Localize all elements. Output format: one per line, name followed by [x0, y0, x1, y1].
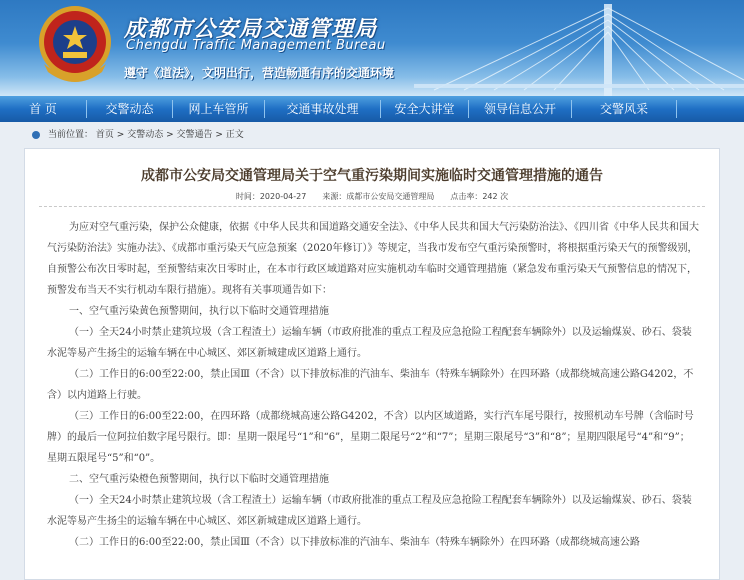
location-icon — [32, 131, 40, 139]
breadcrumb-current: 正文 — [225, 130, 244, 140]
bridge-illustration — [414, 0, 744, 96]
site-header — [0, 0, 744, 96]
breadcrumb-traffic-news[interactable]: 交警动态 — [127, 130, 164, 140]
article-paragraph: （二）工作日的6:00至22:00，禁止国Ⅲ（不含）以下排放标准的汽油车、柴油车（特殊车辆除外）在四环路（成都绕城高速公路G4202，不含）以内道路上行驶。 — [47, 369, 694, 401]
nav-accident-handling[interactable]: 交通事故处理 — [286, 102, 359, 116]
article-paragraph: （一）全天24小时禁止建筑垃圾（含工程渣土）运输车辆（市政府批准的重点工程及应急抢险工程配套车辆除外）以及运输煤炭、砂石、袋装水泥等易产生扬尘的运输车辆在中心城区、郊区新城建成区道路上通行。 — [47, 495, 692, 527]
breadcrumb-home[interactable]: 首页 — [95, 130, 114, 140]
nav-home[interactable]: 首 页 — [29, 102, 57, 116]
site-title-en: Chengdu Traffic Management Bureau — [126, 38, 386, 53]
article-panel — [24, 148, 720, 580]
breadcrumb-sep: > — [166, 130, 177, 140]
site-title: 成都市公安局交通管理局 — [124, 17, 378, 42]
nav-traffic-news[interactable]: 交警动态 — [105, 102, 154, 116]
article-paragraph: （二）工作日的6:00至22:00，禁止国Ⅲ（不含）以下排放标准的汽油车、柴油车（特殊车辆除外）在四环路（成都绕城高速公路 — [69, 537, 640, 548]
breadcrumb-sep: > — [116, 130, 128, 140]
nav-online-vehicle-office[interactable]: 网上车管所 — [188, 102, 249, 116]
article-section-heading: 一、空气重污染黄色预警期间，执行以下临时交通管理措施 — [69, 306, 329, 317]
article-title: 成都市公安局交通管理局关于空气重污染期间实施临时交通管理措施的通告 — [141, 168, 603, 184]
breadcrumb — [26, 126, 718, 144]
article-section-heading: 二、空气重污染橙色预警期间，执行以下临时交通管理措施 — [69, 474, 329, 485]
article-paragraph: （三）工作日的6:00至22:00，在四环路（成都绕城高速公路G4202，不含）以内区域道路，实行汽车尾号限行，按照机动车号牌（含临时号牌）的最后一位阿拉伯数字尾号限行。即：星期一限尾号“1”和“6”，星期二限尾号“2”和“7”；星期三限尾号“3”和“8”；星期四限尾号“4”和“9”；星期五限尾号“5”和“0”。 — [47, 411, 694, 464]
nav-divider — [676, 100, 677, 118]
breadcrumb-sep: > — [215, 130, 226, 140]
article-meta: 时间：2020-04-27 来源：成都市公安局交通管理局 点击率：242 次 — [235, 192, 509, 201]
main-nav — [0, 96, 744, 122]
article-paragraph: （一）全天24小时禁止建筑垃圾（含工程渣土）运输车辆（市政府批准的重点工程及应急抢险工程配套车辆除外）以及运输煤炭、砂石、袋装水泥等易产生扬尘的运输车辆在中心城区、郊区新城建成区道路上通行。 — [47, 327, 692, 359]
nav-leadership-info[interactable]: 领导信息公开 — [483, 102, 556, 116]
breadcrumb-notices[interactable]: 交警通告 — [176, 130, 213, 140]
site-slogan: 遵守《道法》，文明出行，营造畅通有序的交通环境 — [124, 66, 395, 80]
nav-safety-lecture[interactable]: 安全大讲堂 — [394, 102, 455, 116]
article-paragraph: 为应对空气重污染，保护公众健康，依据《中华人民共和国道路交通安全法》、《中华人民共和国大气污染防治法》、《四川省《中华人民共和国大气污染防治法》实施办法》、《成都市重污染天气应急预案（2020年修订）》等规定，当我市发布空气重污染预警时，将根据重污染天气的预警级别，自预警公布次日零时起，至预警结束次日零时止，在本市行政区域道路对应实施机动车临时交通管理措施（紧急发布重污染天气预警信息的情况下，预警发布当天不实行机动车限行措施）。现将有关事项通告如下： — [47, 222, 699, 296]
nav-police-style[interactable]: 交警风采 — [599, 102, 648, 116]
title-divider — [39, 206, 705, 208]
police-emblem-icon — [30, 2, 120, 86]
breadcrumb-prefix: 当前位置： — [48, 130, 94, 140]
